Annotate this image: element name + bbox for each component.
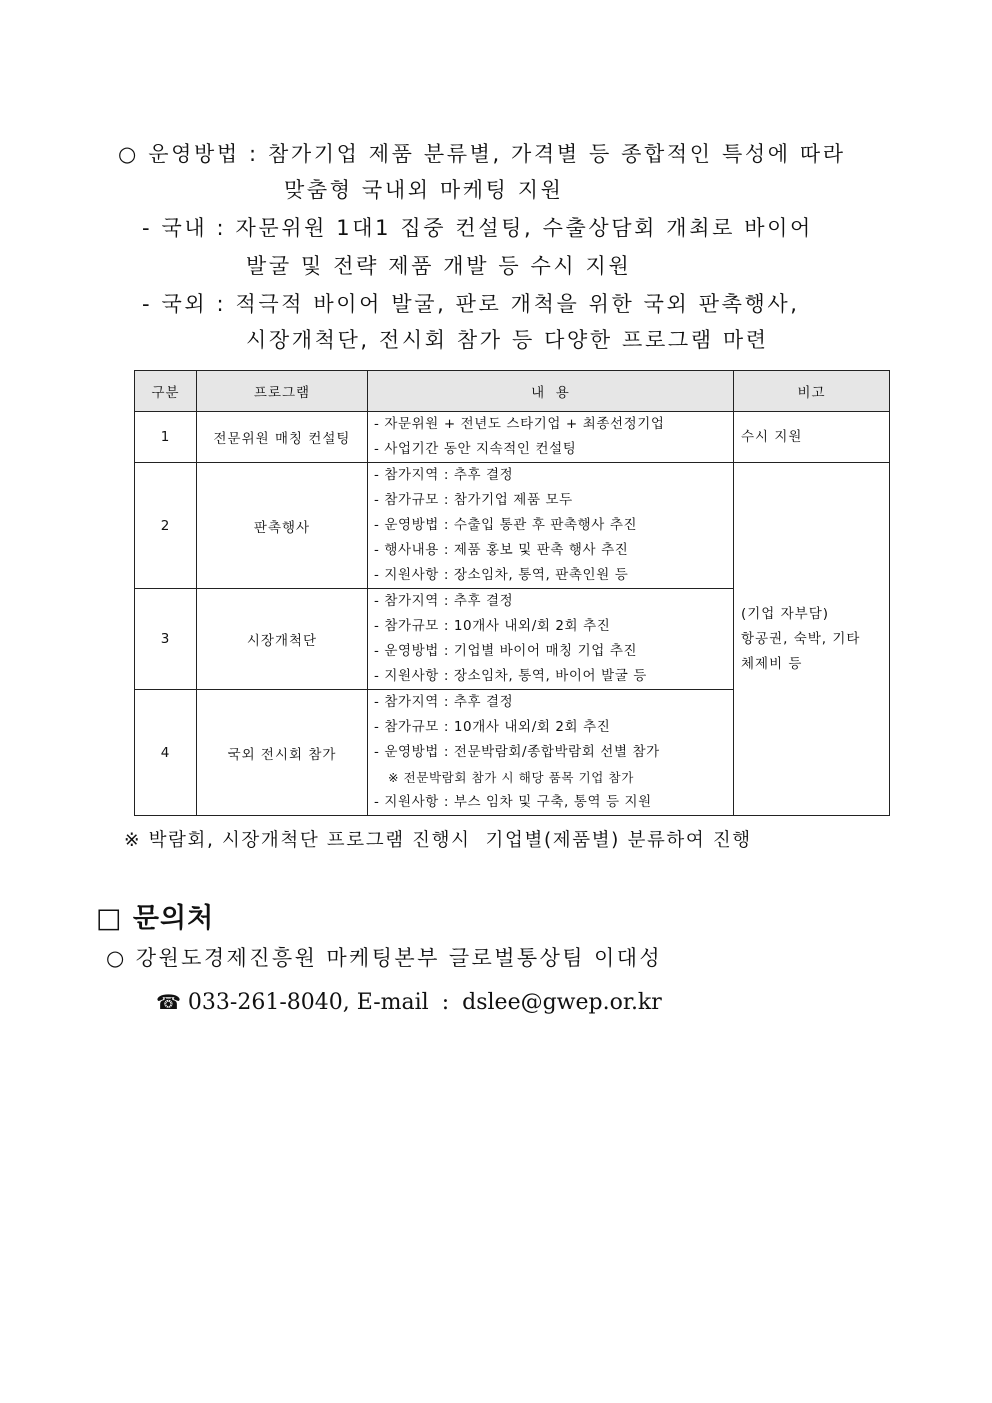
contact-org: ○ 강원도경제진흥원 마케팅본부 글로벌통상팀 이대성 [106,946,663,970]
contact-phone: 033-261-8040, [187,990,350,1015]
contact-email[interactable]: dslee@gwep.or.kr [462,990,662,1015]
header-note: 비고 [734,371,890,412]
phone-icon: ☎ [156,990,181,1014]
row-note: 수시 지원 [734,412,890,463]
content-item: - 지원사항 : 장소임차, 통역, 판촉인원 등 [374,567,629,583]
row-content [368,690,734,816]
email-separator: : [441,990,450,1015]
intro-domestic: - 국내 : 자문위원 1대1 집중 컨설팅, 수출상담회 개최로 바이어 [142,216,813,240]
intro-method: ○ 운영방법 : 참가기업 제품 분류별, 가격별 등 종합적인 특성에 따라 [118,142,846,166]
content-item: - 참가지역 : 추후 결정 [374,593,514,609]
content-item: - 참가지역 : 추후 결정 [374,467,514,483]
content-item: - 참가지역 : 추후 결정 [374,694,514,710]
content-item: - 참가규모 : 10개사 내외/회 2회 추진 [374,618,611,634]
content-item: - 자문위원 + 전년도 스타기업 + 최종선정기업 [374,416,665,432]
intro-overseas-cont: 시장개척단, 전시회 참가 등 다양한 프로그램 마련 [246,328,769,352]
header-no: 구분 [135,371,197,412]
shared-note-line: 체제비 등 [741,655,803,672]
row-program: 국외 전시회 참가 [197,690,368,816]
content-item: - 참가규모 : 참가기업 제품 모두 [374,492,573,508]
row-program: 전문위원 매칭 컨설팅 [197,412,368,463]
content-item: - 운영방법 : 기업별 바이어 매칭 기업 추진 [374,643,638,659]
content-item: - 지원사항 : 장소임차, 통역, 바이어 발굴 등 [374,668,647,684]
content-item: - 참가규모 : 10개사 내외/회 2회 추진 [374,719,611,735]
table-row [135,463,890,589]
row-content [368,412,734,463]
content-subitem: ※ 전문박람회 참가 시 해당 품목 기업 참가 [388,770,634,785]
header-content: 내 용 [368,371,734,412]
content-item: - 운영방법 : 수출입 통관 후 판촉행사 추진 [374,517,638,533]
shared-note-line: 항공권, 숙박, 기타 [741,630,861,647]
intro-overseas: - 국외 : 적극적 바이어 발굴, 판로 개척을 위한 국외 판촉행사, [142,292,800,316]
table-row [135,412,890,463]
shared-note-line: (기업 자부담) [741,605,830,622]
row-content [368,589,734,690]
table-footnote: ※ 박람회, 시장개척단 프로그램 진행시 기업별(제품별) 분류하여 진행 [124,830,752,851]
row-no: 4 [135,690,197,816]
contact-heading: □ 문의처 [96,903,215,934]
content-item: - 행사내용 : 제품 홍보 및 판촉 행사 추진 [374,542,629,558]
row-no: 1 [135,412,197,463]
header-program: 프로그램 [197,371,368,412]
intro-domestic-cont: 발굴 및 전략 제품 개발 등 수시 지원 [246,254,632,278]
content-item: - 사업기간 동안 지속적인 컨설팅 [374,441,577,457]
program-table [134,370,890,816]
email-label: E-mail [356,990,429,1015]
table-header-row [135,371,890,412]
contact-line [156,990,662,1015]
content-item: - 지원사항 : 부스 임차 및 구축, 통역 등 지원 [374,794,652,810]
row-no: 3 [135,589,197,690]
row-program: 판촉행사 [197,463,368,589]
row-no: 2 [135,463,197,589]
intro-method-cont: 맞춤형 국내외 마케팅 지원 [284,178,564,202]
shared-note [734,463,890,816]
row-content [368,463,734,589]
row-program: 시장개척단 [197,589,368,690]
content-item: - 운영방법 : 전문박람회/종합박람회 선별 참가 [374,744,660,760]
